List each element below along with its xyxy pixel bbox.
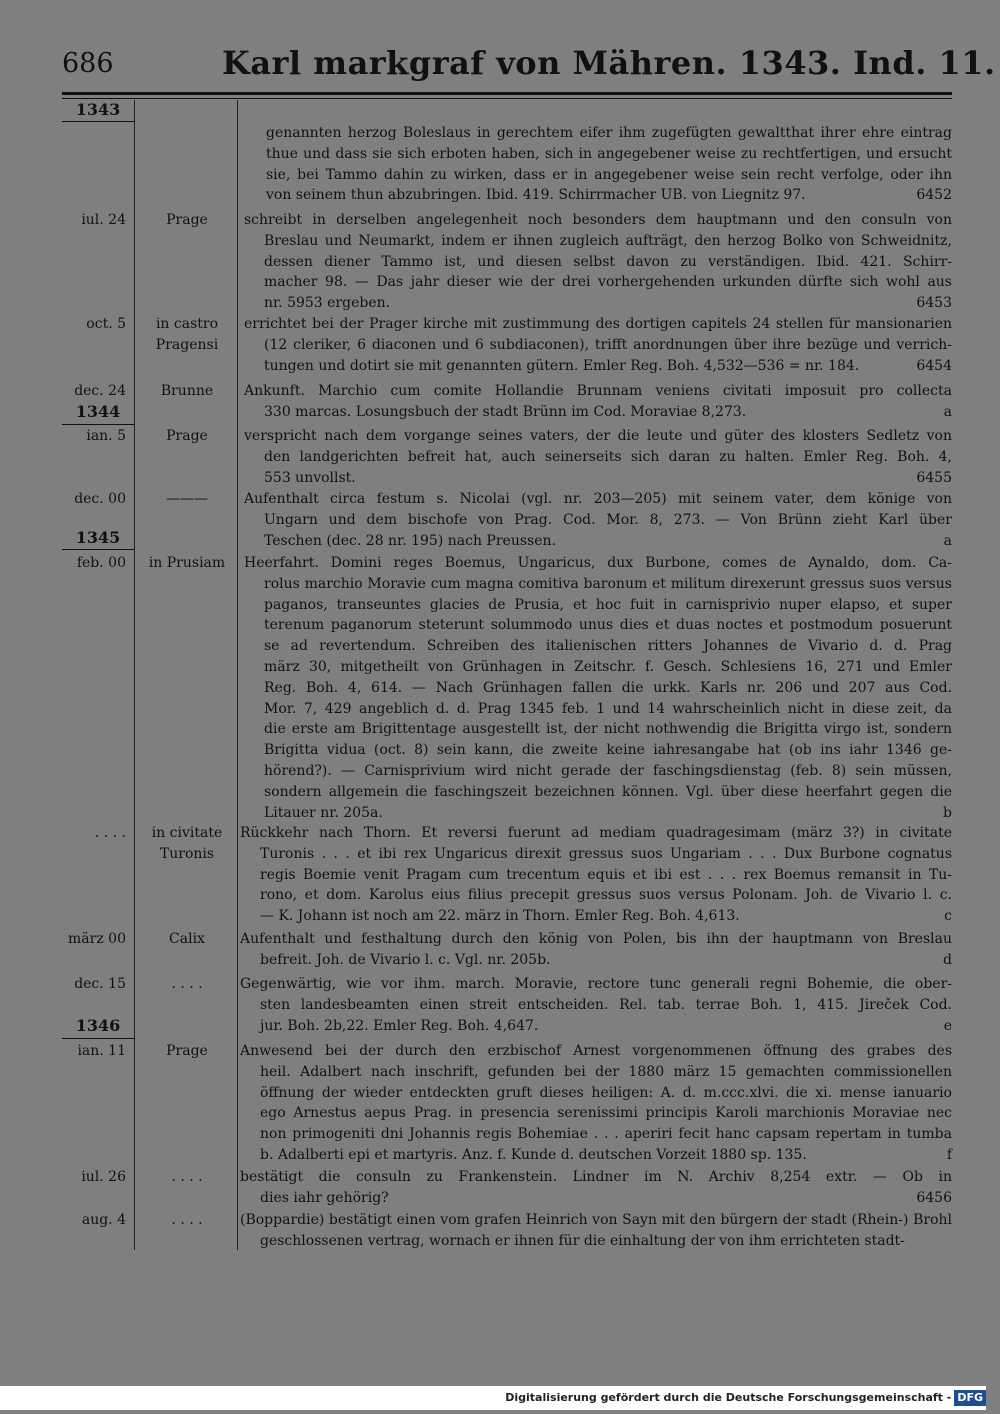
entry-text-line: jur. Boh. 2b,22. Emler Reg. Boh. 4,647. <box>260 1017 539 1034</box>
entry-date: . . . . <box>94 825 126 841</box>
entry-text-line: errichtet bei der Prager kirche mit zustimmung des dortigen capitels 24 stellen für mansionarien <box>244 316 952 332</box>
entry-place: . . . . <box>171 976 203 992</box>
entry-date: ian. 5 <box>86 428 126 444</box>
entry-number: 6454 <box>916 357 952 374</box>
entry-text-line: Brigitta vidua (oct. 8) sein kann, die zweite keine iahresangabe hat (ob ins iahr 1346 ge- <box>264 742 952 759</box>
entry-date: feb. 00 <box>76 555 126 571</box>
entry-text-line: rolus marchio Moravie cum magna comitiva baronum et militum direxerunt gressus suos versus <box>264 575 952 592</box>
entry-text-line: Teschen (dec. 28 nr. 195) nach Preussen. <box>264 532 556 549</box>
footer-text: Digitalisierung gefördert durch die Deutsche Forschungsgemeinschaft - <box>505 1391 952 1404</box>
entry-text-line: sondern allgemein die faschingszeit bezeichnen können. Vgl. über diese heerfahrt gegen die <box>264 783 952 800</box>
entry-text-line: b. Adalberti epi et martyris. Anz. f. Kunde d. deutschen Vorzeit 1880 sp. 135. <box>260 1147 807 1163</box>
entry-number: a <box>943 403 952 420</box>
entry-number: e <box>943 1017 952 1034</box>
entry-text-line: Aufenthalt und festhaltung durch den könig von Polen, bis ihn der hauptmann von Breslau <box>240 931 952 947</box>
entry-text-line: Litauer nr. 205a. <box>264 804 383 821</box>
entry-place: Calix <box>169 931 205 947</box>
entry-text-line: schreibt in derselben angelegenheit noch besonders dem hauptmann und den consuln von <box>244 212 952 228</box>
entry-date: iul. 26 <box>81 1169 126 1185</box>
entry-text-line: heil. Adalbert nach inschrift, gefunden bei der 1880 märz 15 gemachten commissionellen <box>260 1063 952 1080</box>
entry-date: dec. 15 <box>74 976 126 992</box>
entry-text-line: Rückkehr nach Thorn. Et reversi fuerunt ad mediam quadragesimam (märz 3?) in civitate <box>240 825 952 841</box>
entry-number: 6452 <box>916 187 952 204</box>
year-label: 1345 <box>75 528 121 547</box>
entry-text-line: Heerfahrt. Domini reges Boemus, Ungaricus, dux Burbone, comes de Aynaldo, dom. Ca- <box>244 555 952 571</box>
entry-text-line: sten landesbeamten einen streit entscheiden. Rel. tab. terrae Boh. 1, 415. Jireček Cod. <box>260 996 952 1013</box>
entry-place: . . . . <box>171 1212 203 1228</box>
entry-text-line: Aufenthalt circa festum s. Nicolai (vgl. nr. 203—205) mit seinem vater, dem könige von <box>244 491 952 507</box>
entry-text-line: macher 98. — Das jahr dieser wie der drei vorhergehenden urkunden dürfte sich wohl aus <box>264 274 952 291</box>
entry-date: iul. 24 <box>81 212 126 228</box>
entry-text-line: Ungarn und dem bischofe von Prag. Cod. Mor. 8, 273. — Von Brünn zieht Karl über <box>264 511 952 528</box>
entry-text-line: ego Arnestus aepus Prag. in presencia serenissimi principis Karoli marchionis Moraviae nec <box>260 1105 952 1122</box>
entry-text-line: rono, et dom. Karolus eius filius precepit gressus suos versus Polonam. Joh. de Vivario l. c. <box>260 887 952 904</box>
entry-text-line: befreit. Joh. de Vivario l. c. Vgl. nr. 205b. <box>260 951 551 968</box>
header-rule-thin <box>62 98 952 99</box>
entry-text-line: regis Boemie venit Pragam cum trecentum equis et ibi est . . . rex Boemus remansit in Tu- <box>260 866 952 883</box>
entry-number: 6455 <box>916 469 952 486</box>
entry-place: . . . . <box>171 1169 203 1185</box>
year-rule <box>62 121 134 122</box>
entry-number: d <box>943 951 952 968</box>
entry-date: märz 00 <box>68 931 126 947</box>
entry-text-line: hörend?). — Carnisprivium wird nicht gerade der faschingsdienstag (feb. 8) sein müssen, <box>264 763 952 779</box>
year-label: 1344 <box>75 402 121 421</box>
entry-date: ian. 11 <box>77 1043 126 1059</box>
entry-date: dec. 00 <box>74 491 126 507</box>
entry-text-line: non primogeniti dni Johannis regis Bohemiae . . . aperiri fecit hanc capsam repertam in tumba <box>260 1126 952 1143</box>
entry-text-line: sie, bei Tammo dahin zu wirken, dass er in angegebener weise sein recht verfolge, oder ihn <box>266 166 952 183</box>
year-rule <box>62 549 134 550</box>
entry-text-line: Breslau und Neumarkt, indem er ihnen zugleich aufträgt, den herzog Bolko von Schweidnitz, <box>264 232 952 249</box>
entry-text-line: Reg. Boh. 4, 614. — Nach Grünhagen fallen die urkk. Karls nr. 206 und 207 aus Cod. <box>264 679 952 696</box>
entry-number: 6453 <box>916 295 952 312</box>
header-rule <box>62 92 952 95</box>
entry-text-line: genannten herzog Boleslaus in gerechtem eifer ihm zugefügten gewaltthat ihrer ehre eintrag <box>266 125 952 141</box>
entry-place: Prage <box>166 428 208 444</box>
entry-place: Prage <box>166 212 208 228</box>
entry-text-line: den landgerichten befreit hat, auch seinerseits sich daran zu halten. Emler Reg. Boh. 4, <box>264 448 952 465</box>
entry-text-line: (12 cleriker, 6 diaconen und 6 subdiaconen), trifft anordnungen über ihre bezüge und verrich- <box>264 336 952 353</box>
entry-text-line: bestätigt die consuln zu Frankenstein. Lindner im N. Archiv 8,254 extr. — Ob in <box>240 1169 952 1185</box>
entry-text-line: tungen und dotirt sie mit genannten gütern. Emler Reg. Boh. 4,532—536 = nr. 184. <box>264 357 860 374</box>
entry-text-line: Turonis . . . et ibi rex Ungaricus direxit gressus suos Ungariam . . . Dux Burbone cognatus <box>260 845 952 862</box>
year-rule <box>62 424 134 425</box>
entry-text-line: dies iahr gehörig? <box>260 1189 389 1206</box>
entry-date: aug. 4 <box>81 1212 126 1228</box>
year-rule <box>62 1038 134 1039</box>
entry-number: 6456 <box>916 1189 952 1206</box>
entry-text-line: dessen diener Tammo ist, und diesen selbst davon zu verständigen. Ibid. 421. Schirr- <box>264 253 952 270</box>
entry-text-line: — K. Johann ist noch am 22. märz in Thorn. Emler Reg. Boh. 4,613. <box>260 908 740 925</box>
entry-date: dec. 24 <box>74 383 126 399</box>
entry-text-line: 330 marcas. Losungsbuch der stadt Brünn im Cod. Moraviae 8,273. <box>264 403 747 420</box>
page-number: 686 <box>62 48 114 79</box>
footer-banner <box>0 1386 986 1410</box>
entry-text-line: die erste am Brigittentage ausgestellt ist, der nicht nothwendig die Brigitta virgo ist, sondern <box>264 721 952 738</box>
entry-number: f <box>946 1147 952 1163</box>
entry-number: a <box>943 532 952 549</box>
entry-text-line: 553 unvollst. <box>264 469 356 486</box>
entry-number: b <box>943 804 952 821</box>
entry-text-line: von seinem thun abzubringen. Ibid. 419. Schirrmacher UB. von Liegnitz 97. <box>266 187 806 204</box>
entry-text-line: Anwesend bei der durch den erzbischof Arnest vorgenommenen öffnung des grabes des <box>240 1043 952 1059</box>
page-title: Karl markgraf von Mähren. 1343. Ind. 11. <box>222 44 996 82</box>
entry-text-line: thue und dass sie sich erboten haben, sich in angegebener weise zu rechtfertigen, und ersucht <box>266 145 952 162</box>
entry-place: in civitate Turonis <box>151 825 223 862</box>
year-label: 1346 <box>75 1016 121 1035</box>
column-divider-date <box>134 100 135 1250</box>
entry-place: ——— <box>166 491 208 507</box>
entry-place: in castro Pragensi <box>155 316 219 353</box>
entry-text-line: Mor. 7, 429 angeblich d. d. Prag 1345 feb. 1 und 14 wahrscheinlich nicht in diese zeit, da <box>264 700 952 717</box>
entry-text-line: märz 30, mitgetheilt von Grünhagen in Zeitschr. f. Gesch. Schlesiens 16, 271 und Emler <box>264 659 952 675</box>
year-label: 1343 <box>75 100 121 119</box>
entry-text-line: paganos, transeuntes glacies de Prusia, et hoc fuit in carnisprivio nuper elapso, et super <box>264 596 952 613</box>
entry-place: Prage <box>166 1043 208 1059</box>
entry-text-line: verspricht nach dem vorgange seines vaters, der die leute und güter des klosters Sedletz von <box>244 428 952 444</box>
entry-text-line: Ankunft. Marchio cum comite Hollandie Brunnam veniens civitati imposuit pro collecta <box>244 383 952 399</box>
entry-text-line: öffnung der wieder entdeckten gruft dieses heiligen: A. d. m.ccc.xlvi. die xi. mense ianuario <box>260 1084 952 1101</box>
entry-number: c <box>944 908 952 925</box>
entry-text-line: (Boppardie) bestätigt einen vom grafen Heinrich von Sayn mit den bürgern der stadt (Rhein-) Brohl <box>240 1212 952 1228</box>
column-divider-place <box>237 100 238 1250</box>
entry-text-line: se ad revertendum. Schreiben des italienischen ritters Johannes de Vivario d. d. Prag <box>264 638 952 655</box>
entry-text-line: nr. 5953 ergeben. <box>264 295 391 312</box>
entry-place: in Prusiam <box>148 555 226 571</box>
entry-date: oct. 5 <box>86 316 126 332</box>
entry-place: Brunne <box>160 383 214 399</box>
entry-text-line: terenum paganorum steterunt solummodo unus dies et duas noctes et postmodum posuerunt <box>264 617 952 634</box>
dfg-logo: DFG <box>954 1390 986 1406</box>
entry-text-line: Gegenwärtig, wie vor ihm. march. Moravie, rectore tunc generali regni Bohemie, die ober- <box>240 976 952 992</box>
entry-text-line: geschlossenen vertrag, wornach er ihnen für die einhaltung der von ihm errichteten stadt- <box>260 1232 905 1249</box>
